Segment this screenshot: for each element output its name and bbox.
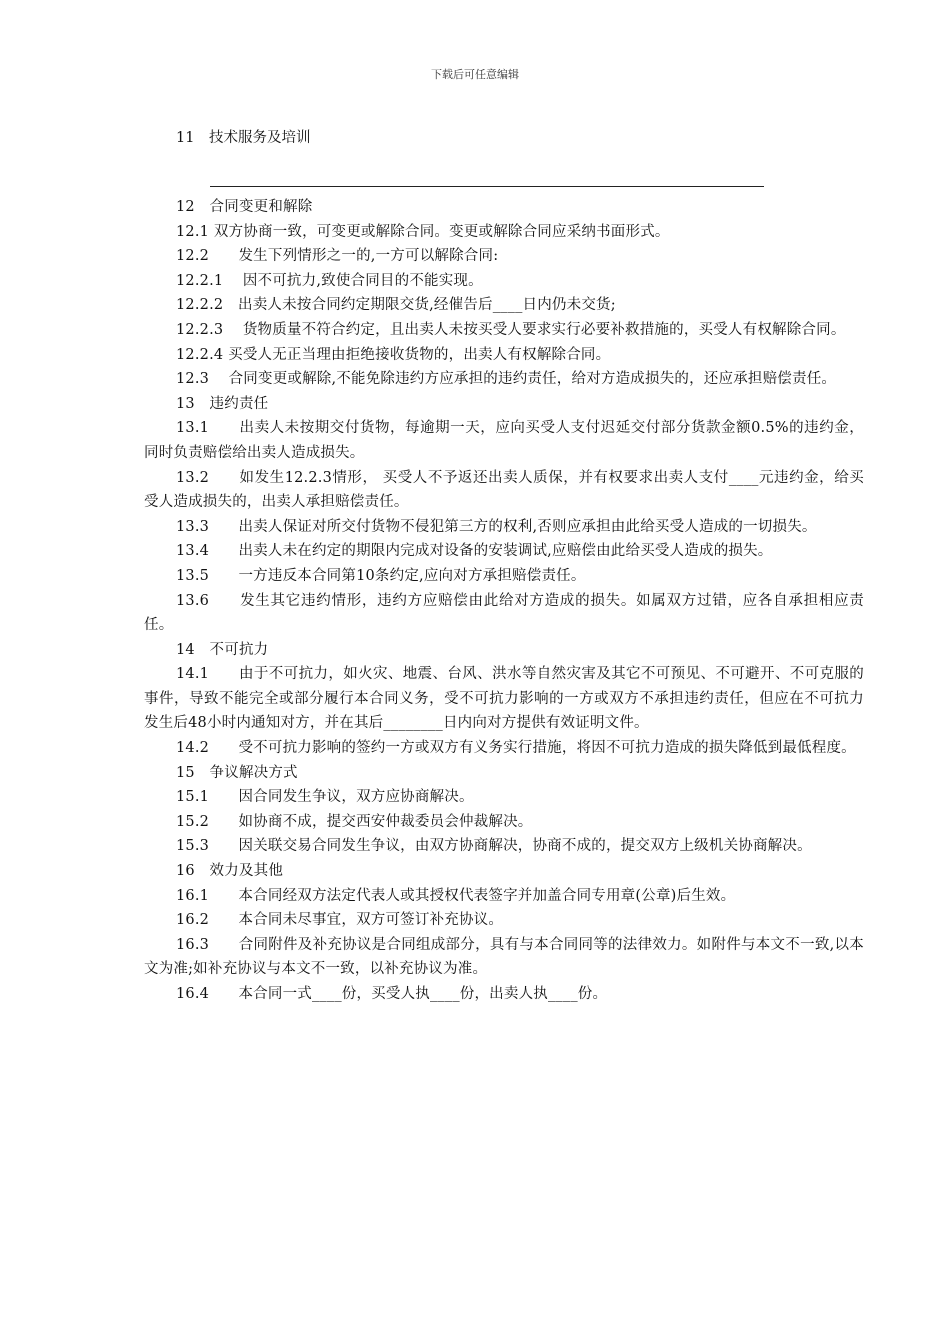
clause-paragraph: 15.1 因合同发生争议，双方应协商解决。 <box>176 789 474 806</box>
document-body <box>144 126 864 1007</box>
clause-paragraph: 12.2.4 买受人无正当理由拒绝接收货物的，出卖人有权解除合同。 <box>176 346 611 363</box>
clause-paragraph: 12.3 合同变更或解除,不能免除违约方应承担的违约责任，给对方造成损失的，还应承担赔偿责任。 <box>176 371 837 388</box>
clause-paragraph: 13.4 出卖人未在约定的期限内完成对设备的安装调试,应赔偿由此给买受人造成的损失。 <box>176 543 773 560</box>
clause-paragraph: 12 合同变更和解除 <box>176 199 313 215</box>
clause-paragraph: 16.4 本合同一式____份，买受人执____份，出卖人执____份。 <box>176 986 608 1002</box>
contract-clauses <box>144 195 864 1007</box>
clause-paragraph: 12.2.2 出卖人未按合同约定期限交货,经催告后____日内仍未交货; <box>176 297 616 314</box>
clause-paragraph: 12.2.1 因不可抗力,致使合同目的不能实现。 <box>176 272 483 289</box>
clause-paragraph: 15.3 因关联交易合同发生争议，由双方协商解决，协商不成的，提交双方上级机关协商解决。 <box>176 838 812 855</box>
clause-paragraph: 12.2.3 货物质量不符合约定，且出卖人未按买受人要求实行必要补救措施的，买受人有权解除合同。 <box>176 321 846 338</box>
clause-paragraph: 16.1 本合同经双方法定代表人或其授权代表签字并加盖合同专用章(公章)后生效。 <box>176 887 736 904</box>
clause-paragraph: 13.3 出卖人保证对所交付货物不侵犯第三方的权利,否则应承担由此给买受人造成的一切损失。 <box>176 518 817 535</box>
clause-paragraph: 16.3 合同附件及补充协议是合同组成部分，具有与本合同同等的法律效力。如附件与本文不一致,以本文为准;如补充协议与本文不一致，以补充协议为准。 <box>144 936 864 978</box>
clause-paragraph: 15 争议解决方式 <box>176 764 298 781</box>
clause-paragraph: 13.6 发生其它违约情形，违约方应赔偿由此给对方造成的损失。如属双方过错，应各自承担相应责任。 <box>144 592 864 634</box>
section-11-title: 11 技术服务及培训 <box>176 130 311 146</box>
clause-paragraph: 14 不可抗力 <box>176 641 269 658</box>
clause-paragraph: 16 效力及其他 <box>176 863 284 880</box>
clause-paragraph: 15.2 如协商不成，提交西安仲裁委员会仲裁解决。 <box>176 813 533 830</box>
clause-paragraph: 14.1 由于不可抗力，如火灾、地震、台风、洪水等自然灾害及其它不可预见、不可避开、不可克服的事件，导致不能完全或部分履行本合同义务，受不可抗力影响的一方或双方不承担违约责任，但应在不可抗力发生后48小时内通知对方，并在其后________日内向对方提供有效证明文件。 <box>144 666 864 732</box>
clause-paragraph: 13.2 如发生12.2.3情形， 买受人不予返还出卖人质保，并有权要求出卖人支付____元违约金，给买受人造成损失的，出卖人承担赔偿责任。 <box>144 469 864 511</box>
clause-paragraph: 16.2 本合同未尽事宜，双方可签订补充协议。 <box>176 912 504 929</box>
clause-paragraph: 13.5 一方违反本合同第10条约定,应向对方承担赔偿责任。 <box>176 567 586 584</box>
clause-paragraph: 12.2 发生下列情形之一的,一方可以解除合同: <box>176 248 499 265</box>
clause-paragraph: 12.1 双方协商一致，可变更或解除合同。变更或解除合同应采纳书面形式。 <box>176 223 670 240</box>
clause-paragraph: 13.1 出卖人未按期交付货物，每逾期一天，应向买受人支付迟延交付部分货款金额0.5%的违约金，同时负责赔偿给出卖人造成损失。 <box>144 420 864 461</box>
clause-paragraph: 14.2 受不可抗力影响的签约一方或双方有义务实行措施，将因不可抗力造成的损失降低到最低程度。 <box>176 740 856 757</box>
page-header: 下载后可任意编辑 <box>431 68 519 81</box>
clause-paragraph: 13 违约责任 <box>176 395 269 412</box>
blank-fill-line <box>210 186 764 187</box>
